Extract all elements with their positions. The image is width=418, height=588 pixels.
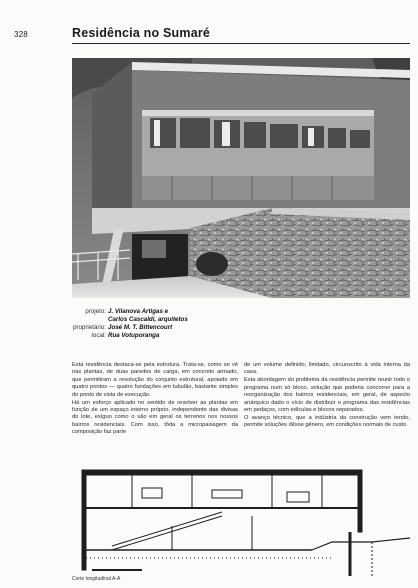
page-title: Residência no Sumaré — [72, 26, 211, 40]
body-paragraph: Há um esforço aplicado no sentido de resolver as plantas em função de um espaço interno próprio, independente das divisas do lote, exíguo como o são em geral os terrenos nos nossos bairros residenciais. Com isso, tôda a micropaisagem da composição faz parte — [72, 399, 238, 436]
body-column-left — [72, 362, 238, 437]
project-credits — [72, 308, 188, 340]
longitudinal-section-drawing — [72, 468, 410, 580]
credit-value: Rua Votuporanga — [108, 332, 160, 339]
residence-photo — [72, 58, 410, 298]
figure-caption: Corte longitudinal A-A — [72, 576, 121, 582]
credit-label: proprietário: — [72, 324, 106, 331]
credit-label — [72, 316, 108, 324]
title-rule — [72, 43, 410, 44]
section-drawing-svg — [72, 468, 410, 576]
credit-value: Carlos Cascaldi, arquitetos — [108, 316, 188, 323]
body-paragraph: Esta residência destaca-se pela estrutura. Trata-se, como se vê nas plantas, de duas paredes de carga, em concreto armado, que permitiram a resolução do conjunto estrutural, apoiado em quatro pontos — quatro fundações em tubulão, bastante simples do ponto de vista de execução. — [72, 362, 238, 398]
body-paragraph: Esta abordagem do problema da residência permite reunir todo o programa num só bloco, solução que poderia concorrer para a reorganização dos bairros residenciais, em geral, de aspecto anárquico dado o vício de distribuir o programa das residências em pedaços, com edículas e blocos separados. — [244, 377, 410, 413]
residence-photo-illustration — [72, 58, 410, 298]
credit-label: projeto: — [85, 308, 106, 315]
credit-value: J. Vilanova Artigas e — [108, 308, 169, 315]
page-number: 328 — [14, 30, 28, 39]
credit-owner — [72, 324, 188, 332]
credit-architects-cont — [72, 316, 188, 324]
credit-architects — [72, 308, 188, 316]
credit-location — [72, 332, 188, 340]
credit-label: local: — [91, 332, 106, 339]
body-paragraph: O avanço técnico, que a indústria da construção vem tendo, permite soluções dêsse gênero, em condições normais de custo. — [244, 414, 410, 429]
body-paragraph: de um volume definido, limitado, circunscrito à vida interna da casa. — [244, 362, 410, 376]
credit-value: José M. T. Bittencourt — [108, 324, 173, 331]
body-column-right — [244, 362, 410, 430]
